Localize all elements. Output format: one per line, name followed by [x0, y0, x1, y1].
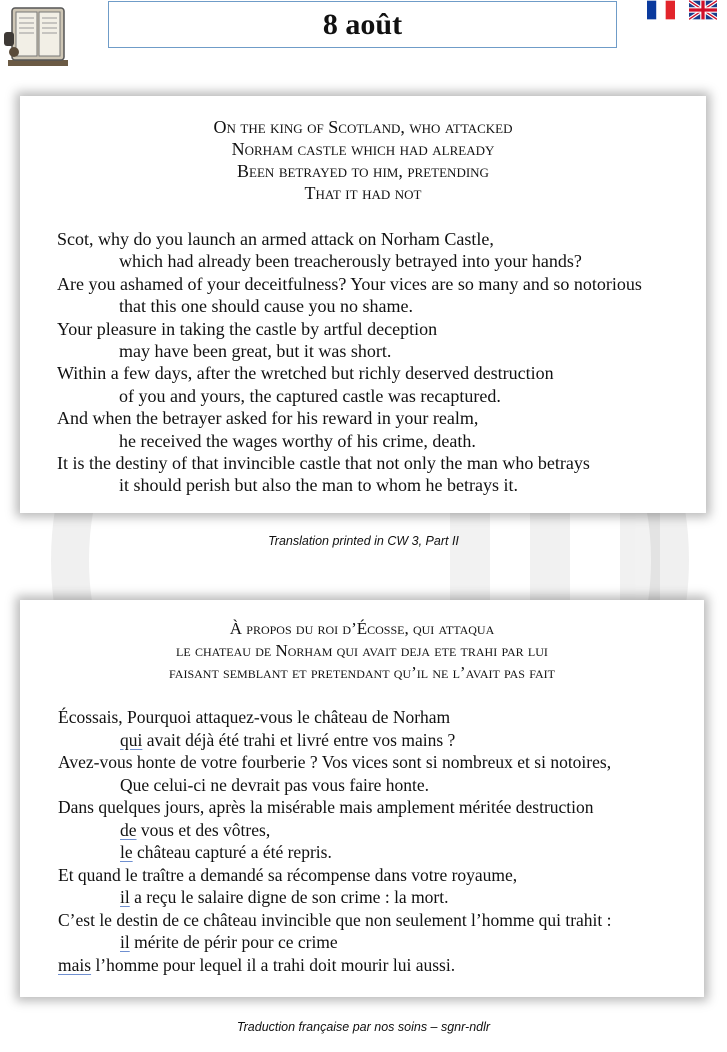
poem-line: Are you ashamed of your deceitfulness? Your vices are so many and so notorious — [57, 273, 642, 294]
french-poem-page — [20, 600, 704, 997]
heading-line: Been betrayed to him, pretending — [237, 161, 489, 181]
poem-line: Scot, why do you launch an armed attack on Norham Castle, — [57, 229, 494, 249]
poem-line-text: Avez-vous honte de votre fourberie ? Vos vices sont si nombreux et si notoires, — [58, 752, 612, 772]
poem-line-text: vous et des vôtres, — [136, 819, 271, 840]
spellcheck-word: il — [120, 887, 130, 907]
poem-line — [58, 819, 704, 842]
poem-line: And when the betrayer asked for his reward in your realm, — [57, 408, 479, 429]
poem-line-text: mérite de périr pour ce crime — [129, 932, 338, 952]
uk-flag-icon — [689, 0, 717, 20]
spellcheck-word: mais — [58, 954, 92, 975]
poem-line-text: Écossais, Pourquoi attaquez-vous le château de Norham — [58, 707, 451, 727]
poem-line: that this one should cause you no shame. — [119, 296, 413, 317]
english-heading — [20, 96, 706, 204]
poem-line — [58, 706, 704, 729]
poem-line — [58, 841, 704, 864]
page-title — [108, 1, 617, 48]
english-poem-page — [20, 96, 706, 513]
english-caption: Translation printed in CW 3, Part II — [268, 534, 459, 548]
poem-line — [58, 864, 704, 887]
poem-line — [58, 729, 704, 752]
poem-line-text: C’est le destin de ce château invincible que non seulement l’homme qui trahit : — [58, 909, 612, 930]
poem-line-text: l’homme pour lequel il a trahi doit mourir lui aussi. — [91, 954, 456, 975]
poem-line: it should perish but also the man to whom he betrays it. — [119, 475, 518, 496]
poem-line — [58, 796, 704, 819]
poem-line — [58, 931, 704, 954]
poem-line: Within a few days, after the wretched but richly deserved destruction — [57, 363, 554, 384]
poem-line-text: Dans quelques jours, après la misérable mais amplement méritée destruction — [58, 797, 594, 817]
heading-line: Norham castle which had already — [231, 139, 495, 159]
poem-line-text: Que celui-ci ne devrait pas vous faire honte. — [120, 774, 430, 795]
poem-line: he received the wages worthy of his crime, death. — [119, 430, 476, 451]
heading-line: À propos du roi d’Écosse, qui attaqua — [229, 619, 495, 638]
poem-line-text: avait déjà été trahi et livré entre vos mains ? — [142, 729, 456, 750]
english-language-button[interactable] — [689, 0, 717, 20]
poem-line: may have been great, but it was short. — [119, 341, 392, 362]
france-flag-icon — [647, 0, 675, 20]
english-poem-text — [20, 228, 706, 497]
french-caption: Traduction française par nos soins – sgnr-ndlr — [236, 1020, 491, 1034]
poem-line: which had already been treacherously betrayed into your hands? — [119, 251, 582, 272]
poem-line — [58, 909, 704, 932]
poem-line — [58, 751, 704, 774]
page-title-text: 8 août — [322, 7, 403, 41]
poem-line-text: Et quand le traître a demandé sa récompense dans votre royaume, — [58, 864, 518, 885]
poem-line-text: château capturé a été repris. — [132, 842, 332, 862]
poem-line — [58, 886, 704, 909]
spellcheck-word: le — [120, 842, 133, 862]
poem-line — [58, 954, 704, 977]
poem-line: Your pleasure in taking the castle by artful deception — [57, 318, 438, 339]
poem-line — [58, 774, 704, 797]
spellcheck-word: qui — [120, 729, 143, 750]
spellcheck-word: il — [120, 932, 130, 952]
book-press-logo-icon — [2, 2, 74, 68]
french-language-button[interactable] — [647, 0, 675, 20]
poem-line: of you and yours, the captured castle was recaptured. — [119, 385, 501, 406]
heading-line: On the king of Scotland, who attacked — [213, 117, 513, 137]
heading-line: That it had not — [304, 183, 422, 203]
heading-line: faisant semblant et pretendant qu’il ne l’avait pas fait — [169, 663, 555, 682]
poem-line: It is the destiny of that invincible castle that not only the man who betrays — [57, 453, 590, 474]
french-poem-text — [20, 706, 704, 976]
french-heading — [20, 600, 704, 684]
heading-line: le chateau de Norham qui avait deja ete trahi par lui — [176, 641, 548, 660]
poem-line-text: a reçu le salaire digne de son crime : la mort. — [129, 887, 449, 907]
spellcheck-word: de — [120, 819, 137, 840]
